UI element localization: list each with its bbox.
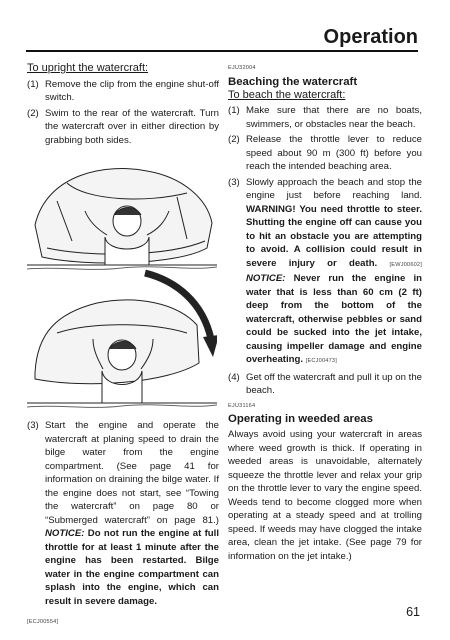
step-number: (4) xyxy=(228,371,240,383)
notice-label: NOTICE: xyxy=(246,273,286,284)
beach-step-1 xyxy=(228,104,422,131)
beaching-subheading: To beach the watercraft: xyxy=(228,88,346,101)
beach-step-4 xyxy=(228,371,422,398)
step-number: (1) xyxy=(27,78,39,90)
step-text: Slowly approach the beach and stop the engine just before reaching land. xyxy=(246,176,422,201)
section-title: Operation xyxy=(323,26,418,48)
ref-code: EJU32004 xyxy=(228,65,256,71)
step-number: (2) xyxy=(27,107,39,119)
page-number: 61 xyxy=(406,605,420,619)
step-text: Start the engine and operate the watercraft at planing speed to drain the bilge water from the engine compartment. (See page 41 for information on draining the bilge water. If the engine does not start, see “Towing the watercraft” on page 80 or “Submerged watercraft” on page 81.) xyxy=(45,420,219,526)
weeded-title: Operating in weeded areas xyxy=(228,413,373,425)
notice-label: NOTICE: xyxy=(45,528,85,539)
beach-step-2 xyxy=(228,133,422,174)
ref-code: [ECJ00473] xyxy=(305,358,337,364)
upright-step-1 xyxy=(27,78,219,105)
ref-code: [EWJ00602] xyxy=(389,261,423,268)
ref-code: [ECJ00554] xyxy=(27,619,59,625)
step-number: (1) xyxy=(228,105,240,116)
weeded-paragraph: Always avoid using your watercraft in areas where weed growth is thick. If operating in weeded areas is unavoidable, alternately squeeze the throttle lever and relax your grip on the throttle lever to vary the engine speed. Weeds tend to become clogged more when operating at a steady speed and at trolling speed. If weeds may have clogged the intake area, clean the jet intake. (See page 79 for information on the jet intake.) xyxy=(228,429,422,562)
step-text: Swim to the rear of the watercraft. Turn the watercraft over in either direction by grabbing both sides. xyxy=(45,107,219,146)
righting-illustration xyxy=(27,153,217,415)
step-text: Make sure that there are no boats, swimmers, or obstacles near the beach. xyxy=(246,105,422,130)
beach-step-3 xyxy=(228,176,422,369)
ref-code: EJU31164 xyxy=(228,402,256,409)
step-number: (3) xyxy=(228,176,240,188)
upright-step-3 xyxy=(27,419,219,608)
notice-text: Do not run the engine at full throttle for at least 1 minute after the engine has been restarted. Bilge water in the engine compartment can splash into the engine, which can result in severe damage. xyxy=(45,528,219,607)
warning-text: WARNING! You need throttle to steer. Shutting the engine off can cause you to hit an obstacle you are attempting to avoid. A collision could result in severe injury or death. xyxy=(246,203,422,269)
step-text: Release the throttle lever to reduce speed about 90 m (300 ft) before you reach the intended beaching area. xyxy=(246,134,422,172)
beaching-title: Beaching the watercraft xyxy=(228,75,358,88)
upright-step-2 xyxy=(27,107,219,148)
step-number: (3) xyxy=(27,420,39,431)
notice-text: Never run the engine in water that is less than 60 cm (2 ft) deep from the bottom of the watercraft, otherwise pebbles or sand could be sucked into the jet intake, causing impeller damage and engine overheating. xyxy=(246,273,422,365)
page-header xyxy=(26,26,418,52)
step-number: (2) xyxy=(228,134,240,145)
step-text: Remove the clip from the engine shut-off switch. xyxy=(45,78,219,103)
right-column xyxy=(228,62,422,563)
upright-heading: To upright the watercraft: xyxy=(27,62,149,74)
step-text: Get off the watercraft and pull it up on the beach. xyxy=(246,371,422,396)
header-rule xyxy=(26,50,418,52)
left-column xyxy=(27,62,219,630)
